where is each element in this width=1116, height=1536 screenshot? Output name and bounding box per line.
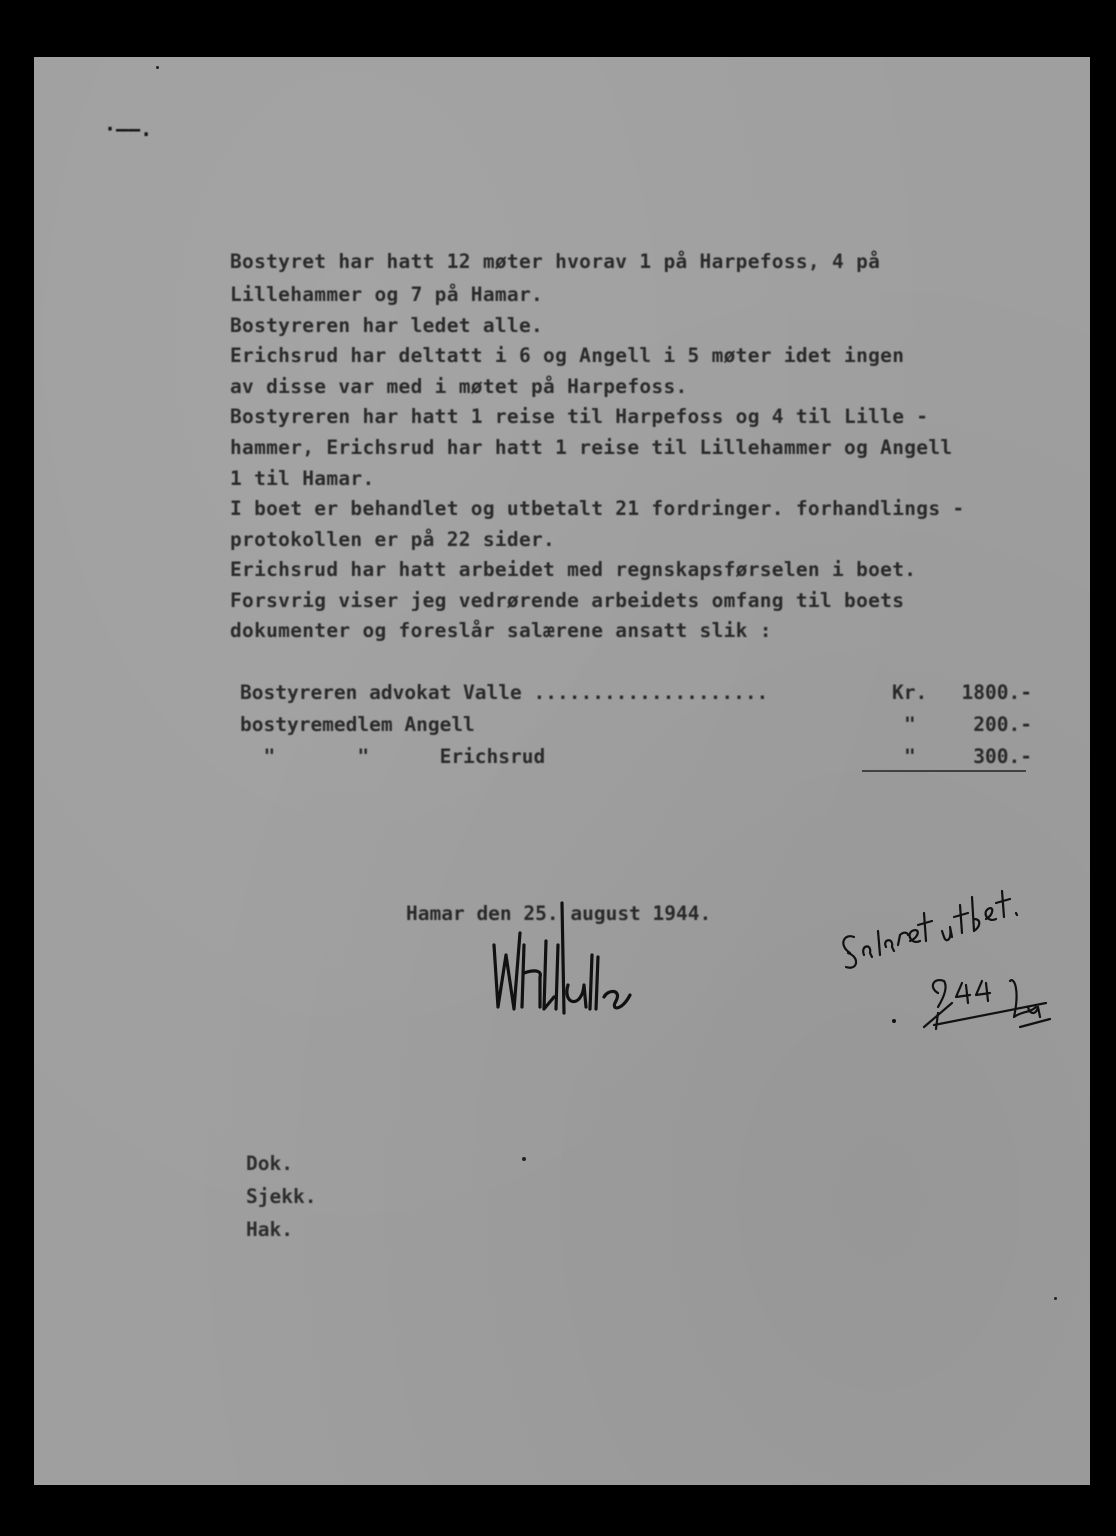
body-line-12: Forsvrig viser jeg vedrørende arbeidets omfang til boets [230,589,905,612]
fee-row-valle [240,681,1040,707]
body-line-10: protokollen er på 22 sider. [230,528,556,551]
body-line-2: Lillehammer og 7 på Hamar. [230,283,544,306]
fee-label: bostyremedlem Angell [240,713,475,736]
fee-label: " " Erichsrud [240,745,546,768]
body-line-9: I boet er behandlet og utbetalt 21 fordringer. forhandlings - [230,497,965,520]
fee-amount: 200.- [973,713,1032,736]
fee-prefix: " [904,713,916,736]
body-line-1: Bostyret har hatt 12 møter hvorav 1 på Harpefoss, 4 på [230,250,881,273]
body-line-7: hammer, Erichsrud har hatt 1 reise til Lillehammer og Angell [230,436,953,459]
handwritten-note [824,857,1064,1037]
place-date: Hamar den 25. august 1944. [406,902,712,925]
body-line-3: Bostyreren har ledet alle. [230,314,544,337]
handnote-drawing [824,857,1064,1037]
enclosures-list [246,1147,316,1246]
body-line-5: av disse var med i møtet på Harpefoss. [230,375,688,398]
fee-label: Bostyreren advokat Valle .................... [240,681,769,704]
fee-amount: 1800.- [961,681,1032,704]
body-line-11: Erichsrud har hatt arbeidet med regnskapsførselen i boet. [230,558,917,581]
enclosure-item: Hak. [246,1218,293,1241]
body-line-8: 1 til Hamar. [230,467,375,490]
paper-speck [156,66,159,69]
fee-row-erichsrud [240,745,1040,771]
fee-prefix: Kr. [892,681,928,704]
body-line-13: dokumenter og foreslår salærene ansatt slik : [230,619,772,642]
fee-amount: 300.- [973,745,1032,768]
fee-total-rule [862,770,1026,772]
paper-speck [522,1157,526,1161]
body-line-6: Bostyreren har hatt 1 reise til Harpefoss og 4 til Lille - [230,405,929,428]
enclosure-item: Sjekk. [246,1185,317,1208]
paper-speck [1054,1297,1057,1300]
fee-row-angell [240,713,1040,739]
document-page [34,57,1090,1485]
fee-prefix: " [904,745,916,768]
body-line-4: Erichsrud har deltatt i 6 og Angell i 5 møter idet ingen [230,344,905,367]
signature-valle [484,885,634,1025]
enclosure-item: Dok. [246,1152,293,1175]
corner-mark: ·––. [104,117,153,141]
